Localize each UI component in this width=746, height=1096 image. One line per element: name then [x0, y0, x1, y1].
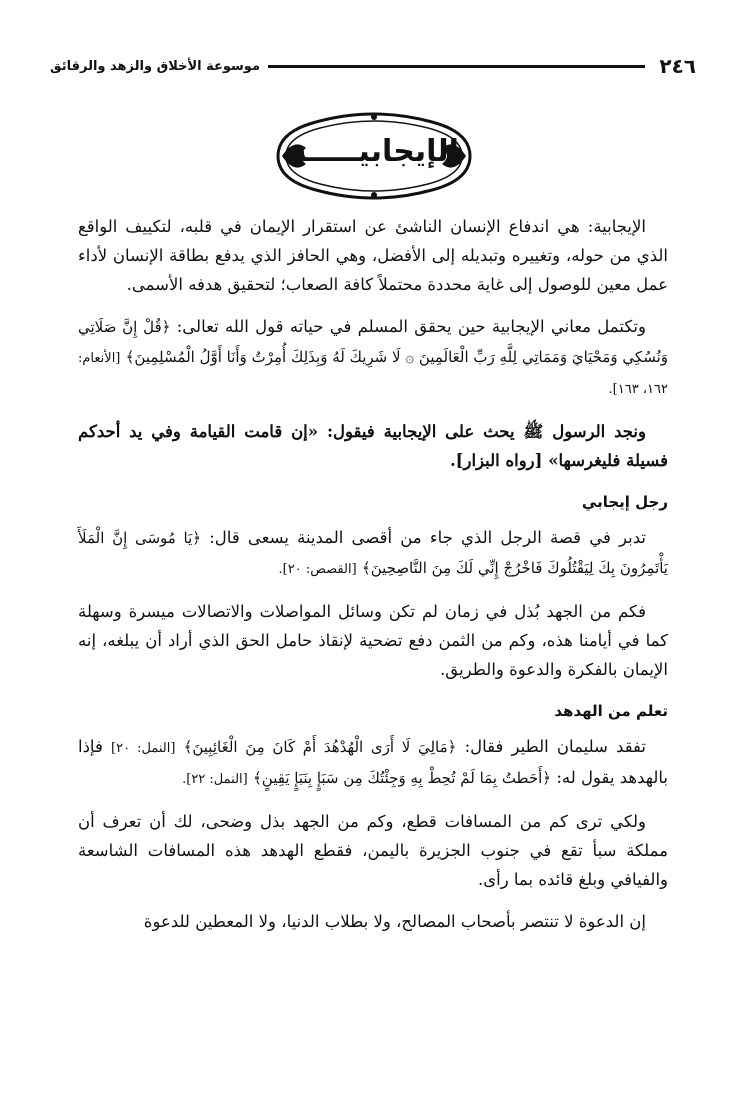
- verse-reference: [النمل: ٢٢].: [182, 772, 248, 787]
- page-number: ٢٤٦: [659, 54, 696, 78]
- quran-verse: ﴿مَالِيَ لَا أَرَى الْهُدْهُدَ أَمْ كَانَ مِنَ الْغَائِبِينَ﴾: [183, 738, 457, 756]
- paragraph-hadith: ونجد الرسول ﷺ يحث على الإيجابية فيقول: «إن قامت القيامة وفي يد أحدكم فسيلة فليغرسها» [رواه البزار].: [78, 422, 668, 470]
- paragraph-hoopoe: [78, 732, 668, 794]
- page-header: [50, 54, 696, 78]
- paragraph-effort: فكم من الجهد بُذل في زمان لم تكن وسائل المواصلات والاتصالات ميسرة وسهلة كما في أيامنا هذه، وكم من الثمن دفع تضحية لإنقاذ حامل الحق الذي أراد أن يبلغه، إنه الإيمان بالفكرة والدعوة والطريق.: [78, 602, 668, 679]
- paragraph-dawah: إن الدعوة لا تنتصر بأصحاب المصالح، ولا بطلاب الدنيا، ولا المعطين للدعوة: [143, 912, 646, 931]
- verse-reference: [النمل: ٢٠]: [111, 741, 176, 756]
- section-heading: رجل إيجابي: [581, 493, 668, 511]
- book-title: موسوعة الأخلاق والزهد والرقائق: [50, 58, 260, 74]
- chapter-title: الإيجابيـــــة: [289, 134, 459, 169]
- quran-verse: ﴿يَا مُوسَى إِنَّ الْمَلَأَ يَأْتَمِرُونَ بِكَ لِيَقْتُلُوكَ فَاخْرُجْ إِنِّي لَكَ مِنَ النَّاصِحِينَ﴾: [78, 529, 668, 577]
- page-body: [78, 212, 668, 949]
- quran-verse: ﴿قُلْ إِنَّ صَلَاتِي وَنُسُكِي وَمَحْيَايَ وَمَمَاتِي لِلَّهِ رَبِّ الْعَالَمِينَ ۞ لَا شَرِيكَ لَهُ وَبِذَلِكَ أُمِرْتُ وَأَنَا أَوَّلُ الْمُسْلِمِينَ﴾: [78, 318, 668, 366]
- paragraph-text: فإذا بالهدهد يقول له:: [78, 737, 668, 787]
- verse-reference: [الأنعام: ١٦٢، ١٦٣].: [78, 351, 668, 397]
- section-heading: تعلم من الهدهد: [554, 702, 668, 720]
- paragraph-quran-anam: [78, 312, 668, 404]
- quran-verse: ﴿أَحَطتُ بِمَا لَمْ تُحِطْ بِهِ وَجِئْتُكَ مِن سَبَإٍ بِنَبَإٍ يَقِينٍ﴾: [253, 769, 552, 787]
- paragraph-distance: ولكي ترى كم من المسافات قطع، وكم من الجهد بذل وضحى، لك أن تعرف أن مملكة سبأ تقع في جنوب الجزيرة باليمن، فقطع الهدهد هذه المسافات الشاسعة والفيافي وبلغ قائده بما رأى.: [78, 812, 668, 889]
- verse-reference: [القصص: ٢٠].: [278, 562, 357, 577]
- paragraph-quran-qasas: [78, 523, 668, 584]
- paragraph-text: تدبر في قصة الرجل الذي جاء من أقصى المدينة يسعى قال:: [209, 528, 646, 547]
- chapter-title-frame: [276, 108, 472, 204]
- paragraph-text: وتكتمل معاني الإيجابية حين يحقق المسلم في حياته قول الله تعالى:: [176, 317, 646, 336]
- paragraph-definition: الإيجابية: هي اندفاع الإنسان الناشئ عن استقرار الإيمان في قلبه، لتكييف الواقع الذي من حوله، وتغييره وتبديله إلى الأفضل، وهي الحافز الذي يدفع بطاقة الإنسان لأداء عمل معين للوصول إلى غاية محددة محتملاً كافة الصعاب؛ لتحقيق هدفه الأسمى.: [78, 217, 668, 294]
- paragraph-text: تفقد سليمان الطير فقال:: [464, 737, 646, 756]
- header-rule: [268, 65, 645, 68]
